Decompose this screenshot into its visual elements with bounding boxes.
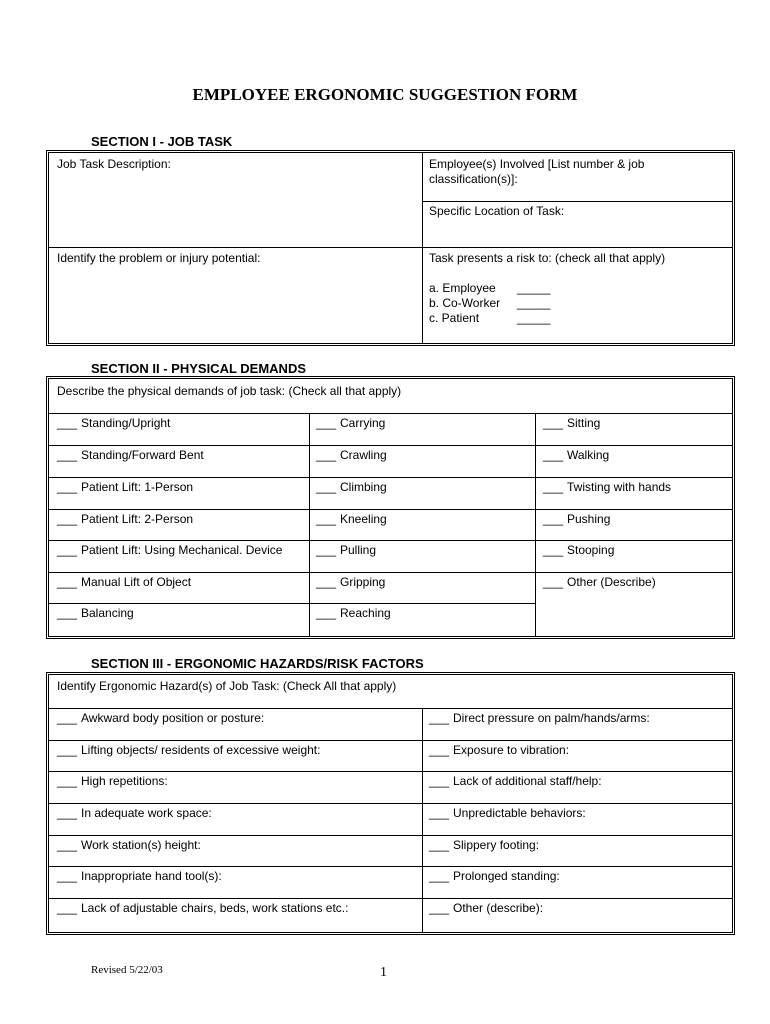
demand-item[interactable]	[316, 543, 376, 558]
revised-date: Revised 5/22/03	[91, 964, 163, 976]
demand-item[interactable]	[316, 606, 391, 621]
item-label: In adequate work space:	[81, 806, 212, 820]
item-label: Unpredictable behaviors:	[453, 806, 586, 820]
risk-option[interactable]	[429, 296, 550, 311]
item-label: Twisting with hands	[567, 480, 672, 494]
checkbox-blank[interactable]: ___	[316, 606, 337, 620]
checkbox-blank[interactable]: ___	[57, 901, 78, 915]
risk-option-blank[interactable]: _____	[517, 281, 551, 295]
demand-item[interactable]	[543, 448, 609, 463]
hazards-prompt: Identify Ergonomic Hazard(s) of Job Task: (Check All that apply)	[57, 679, 397, 693]
hazard-item[interactable]	[57, 774, 168, 789]
checkbox-blank[interactable]: ___	[429, 869, 450, 883]
risk-option[interactable]	[429, 281, 550, 296]
hazard-item[interactable]	[429, 806, 586, 821]
demand-item[interactable]	[57, 575, 191, 590]
demand-item[interactable]	[543, 575, 656, 590]
checkbox-blank[interactable]: ___	[57, 512, 78, 526]
demand-item[interactable]	[543, 416, 600, 431]
hazard-item[interactable]	[429, 743, 569, 758]
item-label: Walking	[567, 448, 610, 462]
item-label: Standing/Upright	[81, 416, 171, 430]
job-task-description-label[interactable]: Job Task Description:	[57, 157, 171, 171]
item-label: Carrying	[340, 416, 386, 430]
employees-involved-label[interactable]: Employee(s) Involved [List number & job classification(s)]:	[429, 157, 645, 186]
hazard-item[interactable]	[57, 711, 264, 726]
section3-heading: SECTION III - ERGONOMIC HAZARDS/RISK FACTORS	[91, 656, 424, 671]
item-label: Lifting objects/ residents of excessive weight:	[81, 743, 321, 757]
checkbox-blank[interactable]: ___	[316, 448, 337, 462]
checkbox-blank[interactable]: ___	[429, 838, 450, 852]
item-label: Sitting	[567, 416, 601, 430]
item-label: Other (Describe)	[567, 575, 656, 589]
form-title: EMPLOYEE ERGONOMIC SUGGESTION FORM	[192, 85, 578, 104]
item-label: Direct pressure on palm/hands/arms:	[453, 711, 650, 725]
item-label: Balancing	[81, 606, 134, 620]
checkbox-blank[interactable]: ___	[543, 575, 564, 589]
item-label: Manual Lift of Object	[81, 575, 192, 589]
item-label: Crawling	[340, 448, 387, 462]
item-label: Lack of additional staff/help:	[453, 774, 602, 788]
item-label: Patient Lift: 1-Person	[81, 480, 194, 494]
checkbox-blank[interactable]: ___	[543, 512, 564, 526]
item-label: Work station(s) height:	[81, 838, 201, 852]
risk-option-blank[interactable]: _____	[517, 296, 551, 310]
demand-item[interactable]	[57, 480, 193, 495]
checkbox-blank[interactable]: ___	[429, 901, 450, 915]
checkbox-blank[interactable]: ___	[57, 543, 78, 557]
hazard-item[interactable]	[429, 774, 602, 789]
checkbox-blank[interactable]: ___	[316, 480, 337, 494]
item-label: Patient Lift: 2-Person	[81, 512, 194, 526]
page-number: 1	[380, 965, 387, 980]
demand-item[interactable]	[57, 448, 204, 463]
section1-heading: SECTION I - JOB TASK	[91, 134, 233, 149]
demand-item[interactable]	[316, 575, 385, 590]
demand-item[interactable]	[316, 416, 385, 431]
checkbox-blank[interactable]: ___	[57, 575, 78, 589]
checkbox-blank[interactable]: ___	[57, 711, 78, 725]
hazard-item[interactable]	[57, 806, 212, 821]
item-label: Inappropriate hand tool(s):	[81, 869, 222, 883]
risk-option-blank[interactable]: _____	[517, 311, 551, 325]
hazard-item[interactable]	[429, 901, 543, 916]
physical-demands-prompt: Describe the physical demands of job task: (Check all that apply)	[57, 384, 402, 398]
risk-option[interactable]	[429, 311, 550, 326]
risk-option-label: a. Employee	[429, 281, 496, 295]
item-label: Slippery footing:	[453, 838, 540, 852]
item-label: Climbing	[340, 480, 387, 494]
hazard-item[interactable]	[429, 838, 539, 853]
risk-option-label: b. Co-Worker	[429, 296, 501, 310]
checkbox-blank[interactable]: ___	[429, 806, 450, 820]
specific-location-label[interactable]: Specific Location of Task:	[429, 204, 565, 218]
demand-item[interactable]	[57, 606, 134, 621]
demand-item[interactable]	[543, 512, 610, 527]
item-label: High repetitions:	[81, 774, 168, 788]
demand-item[interactable]	[57, 543, 282, 558]
identify-problem-label[interactable]: Identify the problem or injury potential:	[57, 251, 261, 265]
item-label: Exposure to vibration:	[453, 743, 570, 757]
hazard-item[interactable]	[57, 901, 348, 916]
demand-item[interactable]	[316, 480, 387, 495]
demand-item[interactable]	[57, 512, 193, 527]
checkbox-blank[interactable]: ___	[57, 838, 78, 852]
item-label: Lack of adjustable chairs, beds, work stations etc.:	[81, 901, 349, 915]
risk-prompt: Task presents a risk to: (check all that apply)	[429, 251, 666, 265]
checkbox-blank[interactable]: ___	[57, 743, 78, 757]
checkbox-blank[interactable]: ___	[57, 606, 78, 620]
demand-item[interactable]	[316, 512, 387, 527]
checkbox-blank[interactable]: ___	[57, 774, 78, 788]
checkbox-blank[interactable]: ___	[429, 774, 450, 788]
checkbox-blank[interactable]: ___	[316, 416, 337, 430]
item-label: Other (describe):	[453, 901, 544, 915]
hazard-item[interactable]	[429, 711, 650, 726]
checkbox-blank[interactable]: ___	[543, 416, 564, 430]
checkbox-blank[interactable]: ___	[429, 711, 450, 725]
risk-option-label: c. Patient	[429, 311, 480, 325]
checkbox-blank[interactable]: ___	[543, 543, 564, 557]
item-label: Gripping	[340, 575, 386, 589]
hazard-item[interactable]	[57, 743, 320, 758]
checkbox-blank[interactable]: ___	[316, 575, 337, 589]
item-label: Prolonged standing:	[453, 869, 560, 883]
item-label: Pushing	[567, 512, 611, 526]
checkbox-blank[interactable]: ___	[57, 480, 78, 494]
checkbox-blank[interactable]: ___	[316, 543, 337, 557]
demand-item[interactable]	[57, 416, 170, 431]
item-label: Standing/Forward Bent	[81, 448, 204, 462]
item-label: Awkward body position or posture:	[81, 711, 265, 725]
demand-item[interactable]	[543, 543, 614, 558]
item-label: Reaching	[340, 606, 391, 620]
demand-item[interactable]	[543, 480, 671, 495]
hazard-item[interactable]	[57, 869, 222, 884]
checkbox-blank[interactable]: ___	[316, 512, 337, 526]
checkbox-blank[interactable]: ___	[429, 743, 450, 757]
item-label: Kneeling	[340, 512, 387, 526]
checkbox-blank[interactable]: ___	[57, 869, 78, 883]
checkbox-blank[interactable]: ___	[57, 416, 78, 430]
checkbox-blank[interactable]: ___	[543, 448, 564, 462]
hazard-item[interactable]	[429, 869, 560, 884]
checkbox-blank[interactable]: ___	[57, 448, 78, 462]
item-label: Pulling	[340, 543, 377, 557]
item-label: Stooping	[567, 543, 615, 557]
checkbox-blank[interactable]: ___	[543, 480, 564, 494]
checkbox-blank[interactable]: ___	[57, 806, 78, 820]
hazard-item[interactable]	[57, 838, 201, 853]
section2-heading: SECTION II - PHYSICAL DEMANDS	[91, 361, 307, 376]
demand-item[interactable]	[316, 448, 387, 463]
item-label: Patient Lift: Using Mechanical. Device	[81, 543, 283, 557]
